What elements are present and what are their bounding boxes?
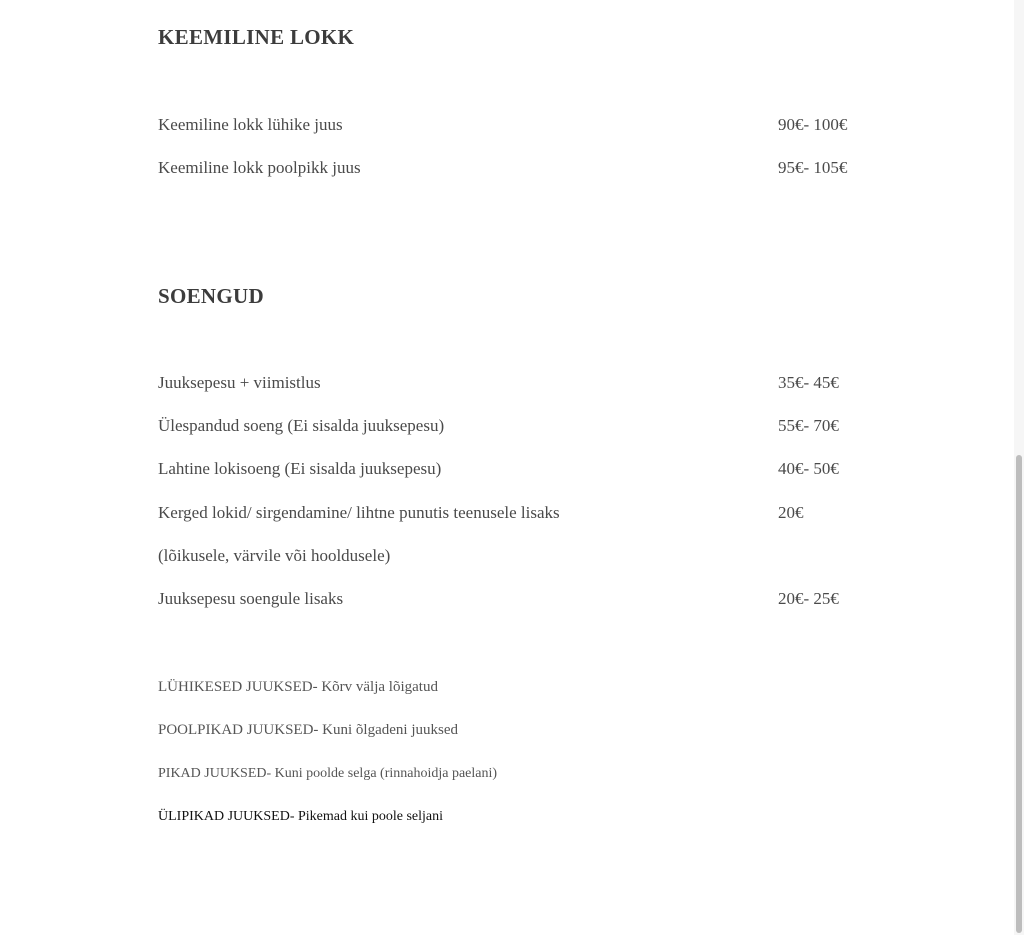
service-price: 35€- 45€ bbox=[778, 373, 839, 392]
price-row bbox=[158, 501, 878, 525]
price-row bbox=[158, 371, 878, 395]
service-price: 95€- 105€ bbox=[778, 158, 848, 177]
hair-length-note: POOLPIKAD JUUKSED- Kuni õlgadeni juuksed bbox=[158, 722, 458, 738]
service-name: (lõikusele, värvile või hooldusele) bbox=[158, 546, 391, 565]
hair-length-note: PIKAD JUUKSED- Kuni poolde selga (rinnahoidja paelani) bbox=[158, 766, 498, 781]
price-row-continuation bbox=[158, 544, 878, 568]
service-price: 90€- 100€ bbox=[778, 115, 848, 134]
service-price: 20€- 25€ bbox=[778, 589, 839, 608]
service-price: 40€- 50€ bbox=[778, 459, 839, 478]
price-row bbox=[158, 414, 878, 438]
scrollbar-thumb[interactable] bbox=[1016, 455, 1022, 933]
service-name: Keemiline lokk poolpikk juus bbox=[158, 158, 361, 177]
service-price: 20€ bbox=[778, 503, 804, 522]
service-name: Juuksepesu soengule lisaks bbox=[158, 589, 344, 608]
service-name: Juuksepesu + viimistlus bbox=[158, 373, 321, 392]
hair-length-note: ÜLIPIKAD JUUKSED- Pikemad kui poole seljani bbox=[158, 809, 444, 824]
service-price: 55€- 70€ bbox=[778, 416, 839, 435]
service-name: Lahtine lokisoeng (Ei sisalda juuksepesu) bbox=[158, 459, 442, 478]
hair-length-note: LÜHIKESED JUUKSED- Kõrv välja lõigatud bbox=[158, 679, 438, 695]
section-title-styling: SOENGUD bbox=[158, 284, 264, 308]
section-title-perm: KEEMILINE LOKK bbox=[158, 25, 355, 49]
price-row bbox=[158, 457, 878, 481]
price-row bbox=[158, 587, 878, 611]
vertical-scrollbar[interactable] bbox=[1014, 0, 1024, 935]
price-row bbox=[158, 113, 878, 137]
service-name: Ülespandud soeng (Ei sisalda juuksepesu) bbox=[158, 416, 445, 435]
service-name: Kerged lokid/ sirgendamine/ lihtne punutis teenusele lisaks bbox=[158, 503, 560, 522]
service-name: Keemiline lokk lühike juus bbox=[158, 115, 343, 134]
price-row bbox=[158, 156, 878, 180]
